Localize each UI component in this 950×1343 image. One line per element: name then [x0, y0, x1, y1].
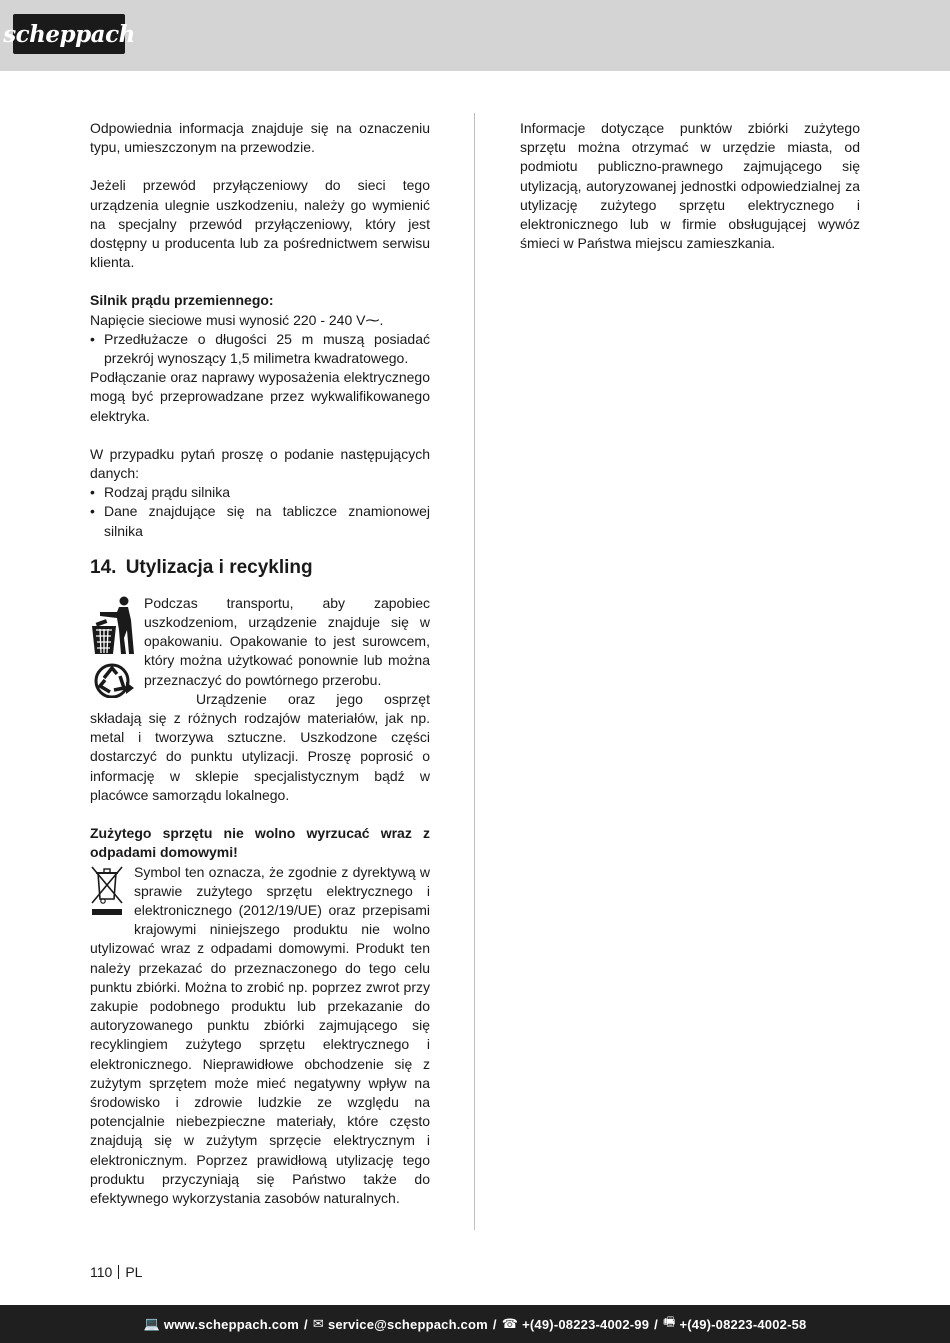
page-number-block	[90, 1264, 142, 1280]
right-column	[520, 119, 860, 253]
column-divider	[474, 113, 475, 1230]
questions-bullet-motor-current: • Rodzaj prądu silnika	[90, 483, 430, 502]
website-link[interactable]: www.scheppach.com	[163, 1316, 300, 1332]
contact-bar	[0, 1305, 950, 1343]
questions-bullet-rating-plate: • Dane znajdujące się na tabliczce znamionowej silnika	[90, 502, 430, 540]
page-separator	[118, 1265, 119, 1279]
collection-points-paragraph: Informacje dotyczące punktów zbiórki zużytego sprzętu można otrzymać w urzędzie miasta, od podmiotu publiczno-prawnego zajmującego się utylizacją, autoryzowanej jednostki odpowiedzialnej za utylizację zużytego sprzętu elektrycznego i elektronicznego lub w firmie obsługującej wywóz śmieci w Państwa miejscu zamieszkania.	[520, 120, 860, 252]
separator: /	[304, 1316, 308, 1332]
extension-cable-bullet: • Przedłużacze o długości 25 m muszą posiadać przekrój wynoszący 1,5 milimetra kwadratowego.	[90, 330, 430, 368]
section-title: Utylizacja i recykling	[125, 556, 313, 578]
computer-icon: 💻	[143, 1316, 160, 1331]
motor-heading: Silnik prądu przemiennego:	[90, 292, 274, 309]
cable-label-paragraph: Odpowiednia informacja znajduje się na oznaczeniu typu, umieszczonym na przewodzie.	[90, 120, 430, 156]
email-link[interactable]: service@scheppach.com	[327, 1316, 488, 1332]
fax-number: +(49)-08223-4002-58	[679, 1316, 807, 1332]
phone-icon: ☎	[501, 1316, 519, 1331]
page-number: 110	[90, 1264, 113, 1280]
weee-heading: Zużytego sprzętu nie wolno wyrzucać wraz z odpadami domowymi!	[90, 825, 430, 861]
disposal-icons	[90, 596, 136, 698]
scheppach-logo	[3, 14, 135, 54]
fax-icon: 🖷	[662, 1314, 676, 1329]
crossed-out-bin-icon	[90, 865, 124, 917]
separator: /	[654, 1316, 658, 1332]
page-language: PL	[125, 1264, 143, 1280]
logo-text: scheppach	[3, 20, 135, 48]
litter-bin-icon	[90, 596, 136, 698]
header-band	[0, 0, 950, 71]
motor-voltage: Napięcie sieciowe musi wynosić 220 - 240 V⁓.	[90, 311, 384, 328]
separator: /	[492, 1316, 497, 1332]
left-column	[90, 119, 430, 1208]
questions-intro: W przypadku pytań proszę o podanie następujących danych:	[90, 445, 430, 482]
phone-number: +(49)-08223-4002-99	[522, 1316, 650, 1332]
section-number: 14.	[90, 556, 117, 578]
cable-replacement-paragraph: Jeżeli przewód przyłączeniowy do sieci tego urządzenia ulegnie uszkodzeniu, należy go wymienić na specjalny przewód przyłączeniowy, który jest dostępny u producenta lub za pośrednictwem serwisu klienta.	[90, 177, 430, 271]
weee-symbol	[90, 865, 124, 922]
section-heading	[90, 556, 430, 580]
materials-paragraph: Urządzenie oraz jego osprzęt składają się z różnych rodzajów materiałów, jak np. metal i tworzywa sztuczne. Uszkodzone części dostarczyć do punktu utylizacji. Proszę poprosić o informację w sklepie specjalistycznym bądź w placówce samorządu lokalnego.	[90, 690, 430, 803]
electrician-note: Podłączanie oraz naprawy wyposażenia elektrycznego mogą być przeprowadzane przez wykwalifikowanego elektryka.	[90, 369, 430, 424]
packaging-paragraph: Podczas transportu, aby zapobiec uszkodzeniom, urządzenie znajduje się w opakowaniu. Opakowanie to jest surowcem, który można użytkować ponownie lub można przeznaczyć do powtórnego przerobu.	[144, 594, 430, 688]
mail-icon: ✉	[312, 1316, 324, 1331]
weee-paragraph: Symbol ten oznacza, że zgodnie z dyrektywą w sprawie zużytego sprzętu elektrycznego i elektronicznego (2012/19/UE) oraz przepisami krajowymi niniejszego produktu nie wolno utylizować wraz z odpadami domowymi. Produkt ten należy przekazać do przeznaczonego do tego celu punktu zbiórki. Można to zrobić np. poprzez zwrot przy zakupie podobnego produktu lub przekazanie do autoryzowanego punktu zbiórki zajmującego się recyklingiem zużytego sprzętu elektrycznego i elektronicznego. Nieprawidłowe obchodzenie się z zużytym sprzętem może mieć negatywny wpływ na środowisko i zdrowie ludzkie ze względu na potencjalnie niebezpieczne materiały, które często znajdują się w zużytym sprzęcie elektrycznym i elektronicznym. Poprzez prawidłową utylizację tego produktu przyczyniają się Państwo także do efektywnego wykorzystania zasobów naturalnych.	[90, 863, 430, 1206]
